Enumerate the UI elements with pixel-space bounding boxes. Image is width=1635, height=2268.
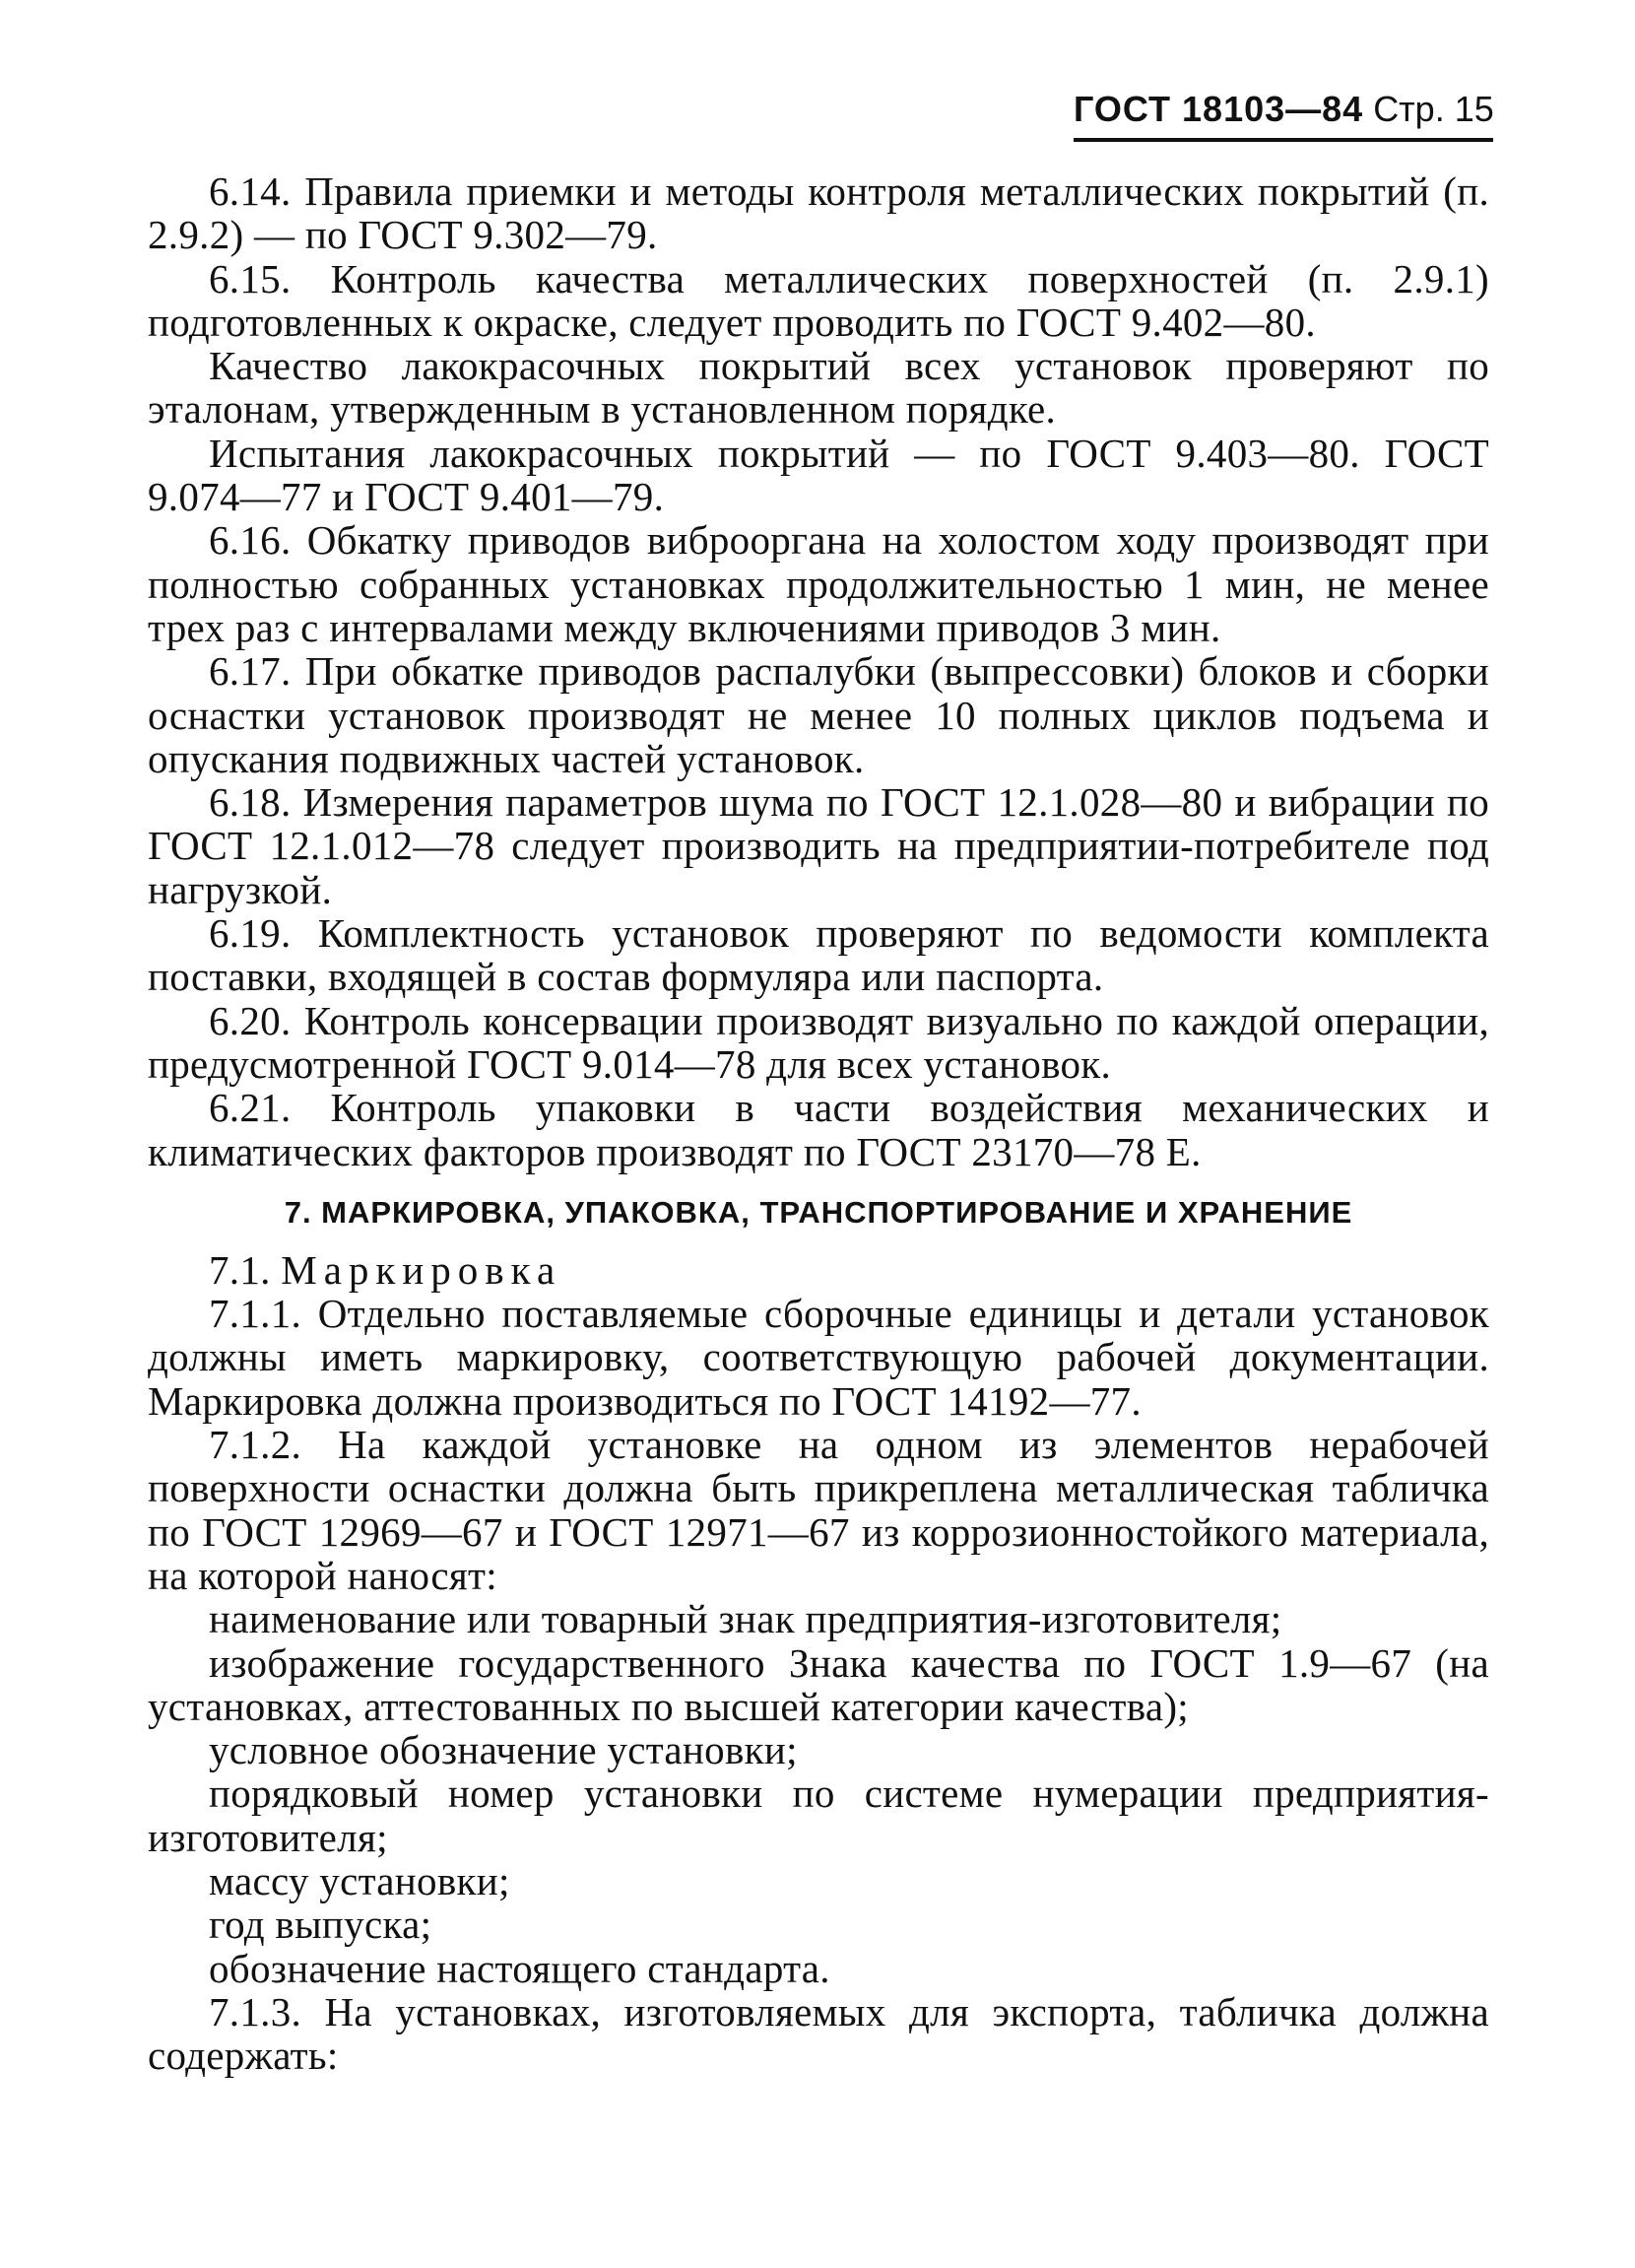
paragraph-paint-quality: Качество лакокрасочных покрытий всех установок проверяют по эталонам, утвержденным в установленном порядке.: [148, 343, 1489, 433]
list-item: год выпуска;: [209, 1901, 432, 1948]
paragraph-6-16: 6.16. Обкатку приводов виброоргана на холостом ходу производят при полностью собранных установках продолжительностью 1 мин, не менее трех раз с интервалами между включениями приводов 3 мин.: [148, 517, 1489, 650]
subsection-title: Маркировка: [281, 1246, 562, 1293]
subsection-7-1-heading: [148, 1248, 1489, 1292]
list-item: обозначение настоящего стандарта.: [209, 1945, 830, 1991]
paragraph-6-21: 6.21. Контроль упаковки в части воздействия механических и климатических факторов производят по ГОСТ 23170—78 Е.: [148, 1085, 1489, 1174]
page-number: Стр. 15: [1373, 89, 1494, 129]
paragraph-6-15: 6.15. Контроль качества металлических поверхностей (п. 2.9.1) подготовленных к окраске, следует проводить по ГОСТ 9.402—80.: [148, 255, 1489, 345]
paragraph-7-1-2: 7.1.2. На каждой установке на одном из элементов нерабочей поверхности оснастки должна быть прикреплена металлическая табличка по ГОСТ 12969—67 и ГОСТ 12971—67 из коррозионностойкого материала, на которой наносят:: [148, 1422, 1489, 1598]
paragraph-6-20: 6.20. Контроль консервации производят визуально по каждой операции, предусмотренной ГОСТ 9.014—78 для всех установок.: [148, 997, 1489, 1087]
list-item: массу установки;: [209, 1857, 510, 1903]
subsection-number: 7.1.: [209, 1246, 271, 1293]
paragraph-7-1-3: 7.1.3. На установках, изготовляемых для экспорта, табличка должна содержать:: [148, 1988, 1489, 2079]
paragraph-paint-tests: Испытания лакокрасочных покрытий — по ГОСТ 9.403—80. ГОСТ 9.074—77 и ГОСТ 9.401—79.: [148, 430, 1489, 520]
body-text: [148, 169, 1489, 2077]
list-item: наименование или товарный знак предприятия-изготовителя;: [209, 1596, 1282, 1642]
section-7-title: 7. МАРКИРОВКА, УПАКОВКА, ТРАНСПОРТИРОВАНИЕ И ХРАНЕНИЕ: [284, 1194, 1353, 1230]
page-header: [1074, 87, 1493, 142]
paragraph-7-1-1: 7.1.1. Отдельно поставляемые сборочные единицы и детали установок должны иметь маркировку, соответствующую рабочей документации. Маркировка должна производиться по ГОСТ 14192—77.: [148, 1291, 1489, 1424]
standard-number: ГОСТ 18103—84: [1074, 89, 1364, 129]
paragraph-6-14: 6.14. Правила приемки и методы контроля металлических покрытий (п. 2.9.2) — по ГОСТ 9.302—79.: [148, 168, 1489, 258]
list-item: условное обозначение установки;: [209, 1727, 798, 1773]
paragraph-6-18: 6.18. Измерения параметров шума по ГОСТ 12.1.028—80 и вибрации по ГОСТ 12.1.012—78 следует производить на предприятии-потребителе под нагрузкой.: [148, 779, 1489, 912]
list-item: порядковый номер установки по системе нумерации предприятия-изготовителя;: [148, 1770, 1489, 1860]
list-item: изображение государственного Знака качества по ГОСТ 1.9—67 (на установках, аттестованных по высшей категории качества);: [148, 1639, 1489, 1729]
paragraph-6-19: 6.19. Комплектность установок проверяют по ведомости комплекта поставки, входящей в состав формуляра или паспорта.: [148, 910, 1489, 1000]
paragraph-6-17: 6.17. При обкатке приводов распалубки (выпрессовки) блоков и сборки оснастки установок производят не менее 10 полных циклов подъема и опускания подвижных частей установок.: [148, 648, 1489, 781]
